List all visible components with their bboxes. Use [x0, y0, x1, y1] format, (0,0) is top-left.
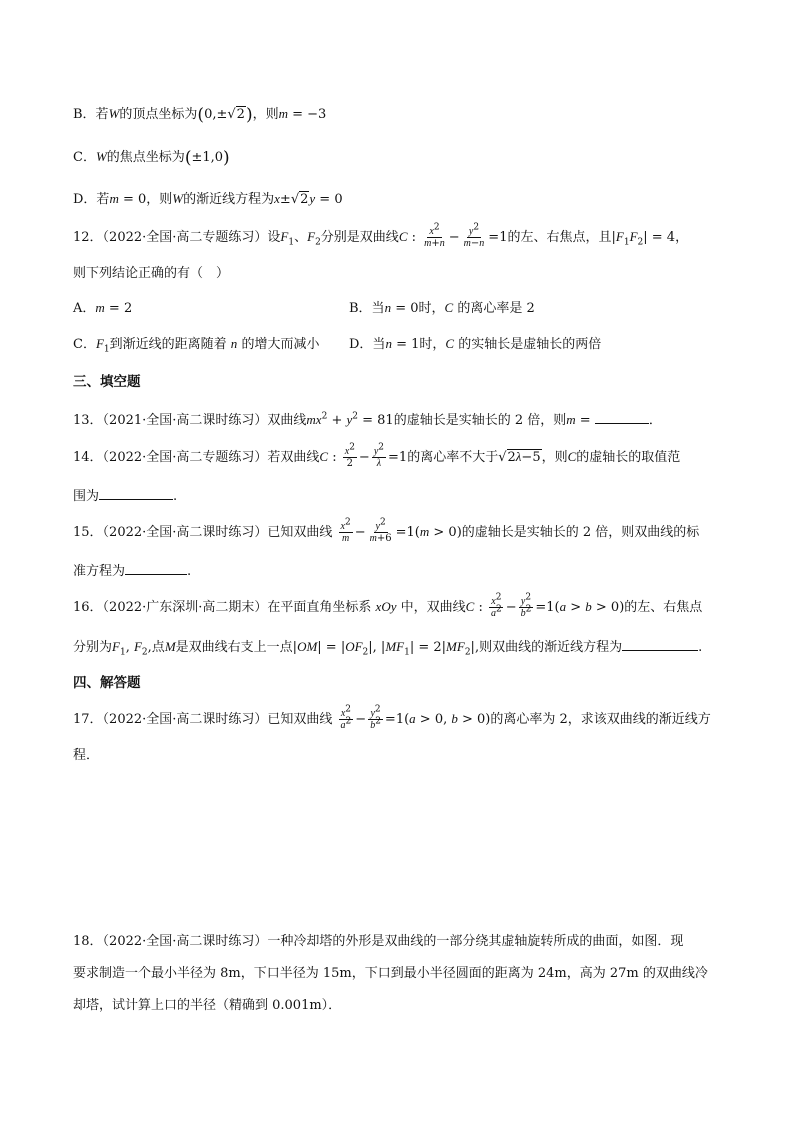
q15-line2: 准方程为 .: [73, 560, 191, 582]
q12-option-d: D．当n = 1时，C 的实轴长是虚轴长的两倍: [349, 336, 602, 352]
q14-line2: 围为 .: [73, 485, 177, 507]
q11-option-c: C．W的焦点坐标为(±1,0): [73, 148, 230, 168]
q12-stem-line2: 则下列结论正确的有（ ）: [73, 266, 230, 281]
q15: 15．（2022·全国·高二课时练习）已知双曲线 $\frac{x^2}{m}$ − $\frac{y^2}{m+6}$ =1(m > 0)的虚轴长是实轴长的 2 倍，则双曲线的标: [73, 517, 700, 544]
q17: 17．（2022·全国·高二课时练习）已知双曲线 $\frac{x^2}{a^2}$ − $\frac{y^2}{b^2}$ =1(a > 0, b > 0)的离心率为 2，求该双曲线的渐近线方: [73, 704, 711, 731]
q15-answer-blank[interactable]: [125, 560, 187, 575]
section-fill-in-blank-heading: 三、填空题: [73, 374, 141, 390]
q11-option-d: D．若m = 0，则W的渐近线方程为x±√2y = 0: [73, 191, 343, 207]
q14-answer-blank[interactable]: [99, 485, 173, 500]
q11-option-b: B．若W的顶点坐标为(0,±√2)，则m = −3: [73, 105, 327, 125]
q16-answer-blank[interactable]: [622, 636, 698, 651]
q18-line3: 却塔，试计算上口的半径（精确到 0.001m）．: [73, 998, 342, 1013]
q16-line2: 分别为$F_1$, $F_2$,点M是双曲线右支上一点$|OM| = |OF_2|$, $|MF_1| = 2|MF_2|$,则双曲线的渐近线方程为 .: [73, 636, 702, 658]
q16: 16．（2022·广东深圳·高二期末）在平面直角坐标系 xOy 中，双曲线C : $\frac{x^2}{a^2}$ − $\frac{y^2}{b^2}$ =1(a > b > 0)的左、右焦点: [73, 592, 703, 619]
q13: 13．（2021·全国·高二课时练习）双曲线$mx^2 + y^2 = 81$的虚轴长是实轴长的 2 倍，则m = ．: [73, 409, 662, 431]
q13-answer-blank[interactable]: [595, 409, 649, 424]
q18-line1: 18．（2022·全国·高二课时练习）一种冷却塔的外形是双曲线的一部分绕其虚轴旋转所成的曲面，如图．现: [73, 934, 684, 949]
q12-stem: 12．（2022·全国·高二专题练习）设$F_1$、$F_2$分别是双曲线C : $\frac{x^2}{m+n}$ − $\frac{y^2}{m-n}$ =1的左、右焦点，且$|F_1F_2| = 4$，: [73, 222, 689, 249]
q12-option-c: C．$F_1$到渐近线的距离随着 n 的增大而减小: [73, 336, 320, 355]
q14: 14．（2022·全国·高二专题练习）若双曲线C : $\frac{x^2}{2}$ − $\frac{y^2}{\lambda}$ =1的离心率不大于√2λ−5，则C的虚轴长的取值范: [73, 442, 681, 469]
q12-option-a: A．m = 2: [73, 300, 133, 316]
section-solution-heading: 四、解答题: [73, 675, 141, 691]
q18-line2: 要求制造一个最小半径为 8m，下口半径为 15m，下口到最小半径圆面的距离为 24m，高为 27m 的双曲线冷: [73, 966, 708, 981]
q12-option-b: B．当n = 0时，C 的离心率是 2: [349, 300, 535, 316]
q17-line2: 程．: [73, 748, 100, 763]
